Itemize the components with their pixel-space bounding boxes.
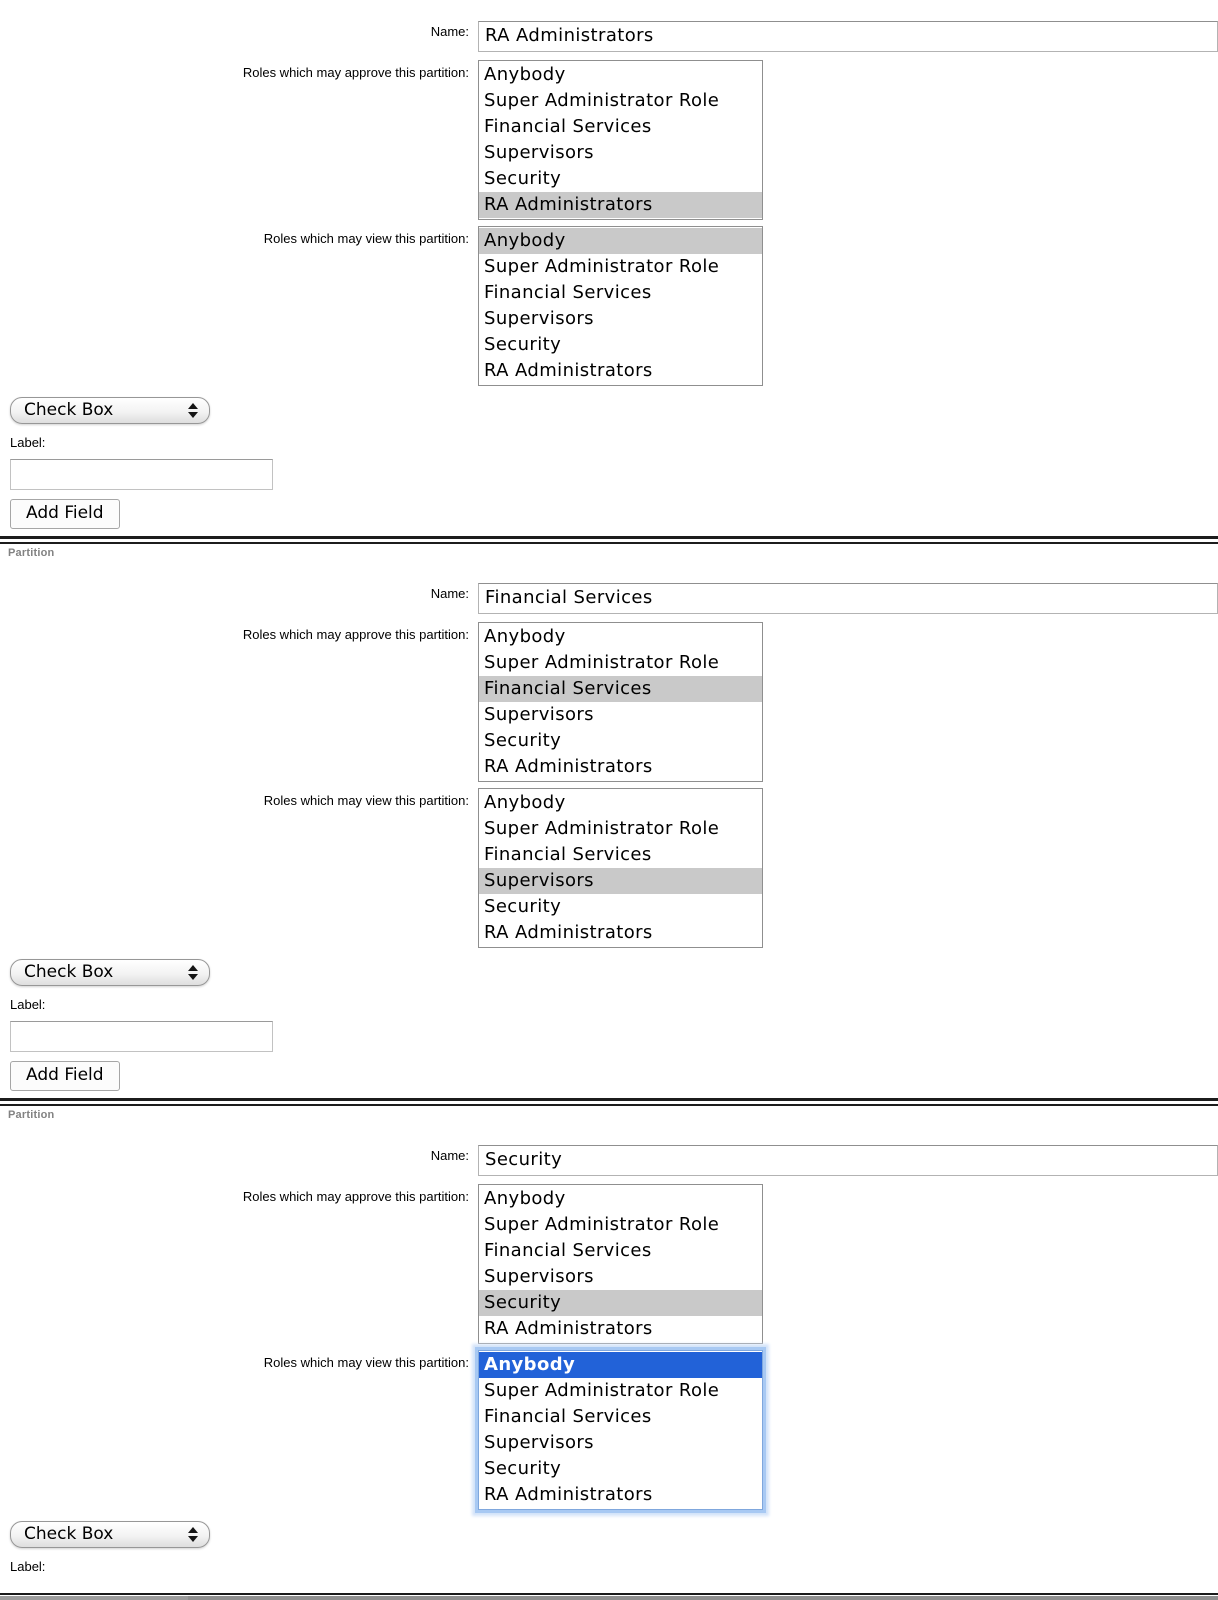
- name-row: [0, 583, 1218, 614]
- role-option[interactable]: Supervisors: [484, 1266, 594, 1287]
- role-option[interactable]: Supervisors: [484, 308, 594, 329]
- select-arrows-icon: [188, 403, 199, 418]
- role-option-selected[interactable]: Financial Services: [479, 676, 762, 702]
- role-option[interactable]: Security: [484, 896, 562, 917]
- role-option[interactable]: Supervisors: [484, 142, 594, 163]
- role-option-selected[interactable]: Anybody: [479, 228, 762, 254]
- approve-roles-listbox[interactable]: [478, 622, 763, 782]
- role-option[interactable]: Financial Services: [484, 844, 652, 865]
- name-label: Name:: [430, 1148, 469, 1163]
- bottom-edge-bar: [0, 1596, 1218, 1600]
- field-type-value: Check Box: [24, 961, 114, 982]
- role-option[interactable]: Anybody: [484, 1188, 566, 1209]
- view-roles-label: Roles which may view this partition:: [263, 793, 469, 808]
- role-option-selected[interactable]: RA Administrators: [479, 192, 762, 218]
- role-option[interactable]: Security: [484, 1458, 562, 1479]
- name-row: [0, 1145, 1218, 1176]
- field-type-select[interactable]: [10, 1521, 210, 1548]
- view-roles-label: Roles which may view this partition:: [263, 1355, 469, 1370]
- role-option[interactable]: RA Administrators: [484, 756, 653, 777]
- role-option[interactable]: Super Administrator Role: [484, 652, 720, 673]
- partition-section-1: [0, 0, 1218, 536]
- approve-roles-label: Roles which may approve this partition:: [242, 627, 469, 642]
- view-roles-listbox[interactable]: [478, 788, 763, 948]
- partition-name-input[interactable]: [478, 583, 1218, 614]
- partition-section-3: [0, 1121, 1218, 1590]
- partition-legend: Partition: [8, 547, 55, 559]
- role-option[interactable]: Anybody: [484, 792, 566, 813]
- approve-roles-listbox[interactable]: [478, 1184, 763, 1344]
- partition-section-2: [0, 559, 1218, 1098]
- field-type-select[interactable]: [10, 397, 210, 424]
- name-label: Name:: [430, 586, 469, 601]
- approve-roles-label: Roles which may approve this partition:: [242, 65, 469, 80]
- approve-roles-listbox[interactable]: [478, 60, 763, 220]
- role-option[interactable]: RA Administrators: [484, 1484, 653, 1505]
- name-label: Name:: [430, 24, 469, 39]
- partition-name-input[interactable]: [478, 1145, 1218, 1176]
- add-field-button[interactable]: Add Field: [10, 499, 120, 529]
- role-option[interactable]: Security: [484, 168, 562, 189]
- role-option[interactable]: RA Administrators: [484, 360, 653, 381]
- section-divider: [0, 536, 1218, 544]
- approve-roles-row: [0, 1184, 1218, 1344]
- field-label: Label:: [10, 1559, 46, 1574]
- partition-name-input[interactable]: [478, 21, 1218, 52]
- field-adder: [0, 1521, 1218, 1574]
- role-option[interactable]: Financial Services: [484, 1240, 652, 1261]
- select-arrows-icon: [188, 1527, 199, 1542]
- role-option[interactable]: Supervisors: [484, 1432, 594, 1453]
- role-option[interactable]: Super Administrator Role: [484, 256, 720, 277]
- view-roles-listbox-focused[interactable]: [478, 1350, 763, 1510]
- select-arrows-icon: [188, 965, 199, 980]
- field-label-input[interactable]: [10, 1021, 273, 1052]
- role-option[interactable]: Supervisors: [484, 704, 594, 725]
- section-divider: [0, 1098, 1218, 1106]
- view-roles-row: [0, 226, 1218, 386]
- approve-roles-row: [0, 622, 1218, 782]
- role-option[interactable]: Financial Services: [484, 116, 652, 137]
- field-type-select[interactable]: [10, 959, 210, 986]
- view-roles-listbox[interactable]: [478, 226, 763, 386]
- role-option-selected[interactable]: Supervisors: [479, 868, 762, 894]
- view-roles-label: Roles which may view this partition:: [263, 231, 469, 246]
- role-option[interactable]: Security: [484, 730, 562, 751]
- field-label: Label:: [10, 997, 46, 1012]
- role-option[interactable]: Financial Services: [484, 1406, 652, 1427]
- bottom-edge-divider: [0, 1593, 1218, 1600]
- field-adder: [0, 959, 1218, 1091]
- field-adder: [0, 397, 1218, 529]
- role-option[interactable]: Super Administrator Role: [484, 90, 720, 111]
- role-option-selected[interactable]: Security: [479, 1290, 762, 1316]
- role-option[interactable]: Anybody: [484, 626, 566, 647]
- view-roles-row: [0, 1350, 1218, 1510]
- role-option[interactable]: Super Administrator Role: [484, 818, 720, 839]
- approve-roles-row: [0, 60, 1218, 220]
- partition-legend: Partition: [8, 1109, 55, 1121]
- role-option-selected[interactable]: Anybody: [479, 1352, 762, 1378]
- view-roles-row: [0, 788, 1218, 948]
- field-type-value: Check Box: [24, 1523, 114, 1544]
- role-option[interactable]: Anybody: [484, 64, 566, 85]
- role-option[interactable]: RA Administrators: [484, 922, 653, 943]
- role-option[interactable]: Super Administrator Role: [484, 1214, 720, 1235]
- field-label: Label:: [10, 435, 46, 450]
- role-option[interactable]: Super Administrator Role: [484, 1380, 720, 1401]
- approve-roles-label: Roles which may approve this partition:: [242, 1189, 469, 1204]
- role-option[interactable]: RA Administrators: [484, 1318, 653, 1339]
- role-option[interactable]: Financial Services: [484, 282, 652, 303]
- field-label-input[interactable]: [10, 459, 273, 490]
- field-type-value: Check Box: [24, 399, 114, 420]
- role-option[interactable]: Security: [484, 334, 562, 355]
- name-row: [0, 21, 1218, 52]
- add-field-button[interactable]: Add Field: [10, 1061, 120, 1091]
